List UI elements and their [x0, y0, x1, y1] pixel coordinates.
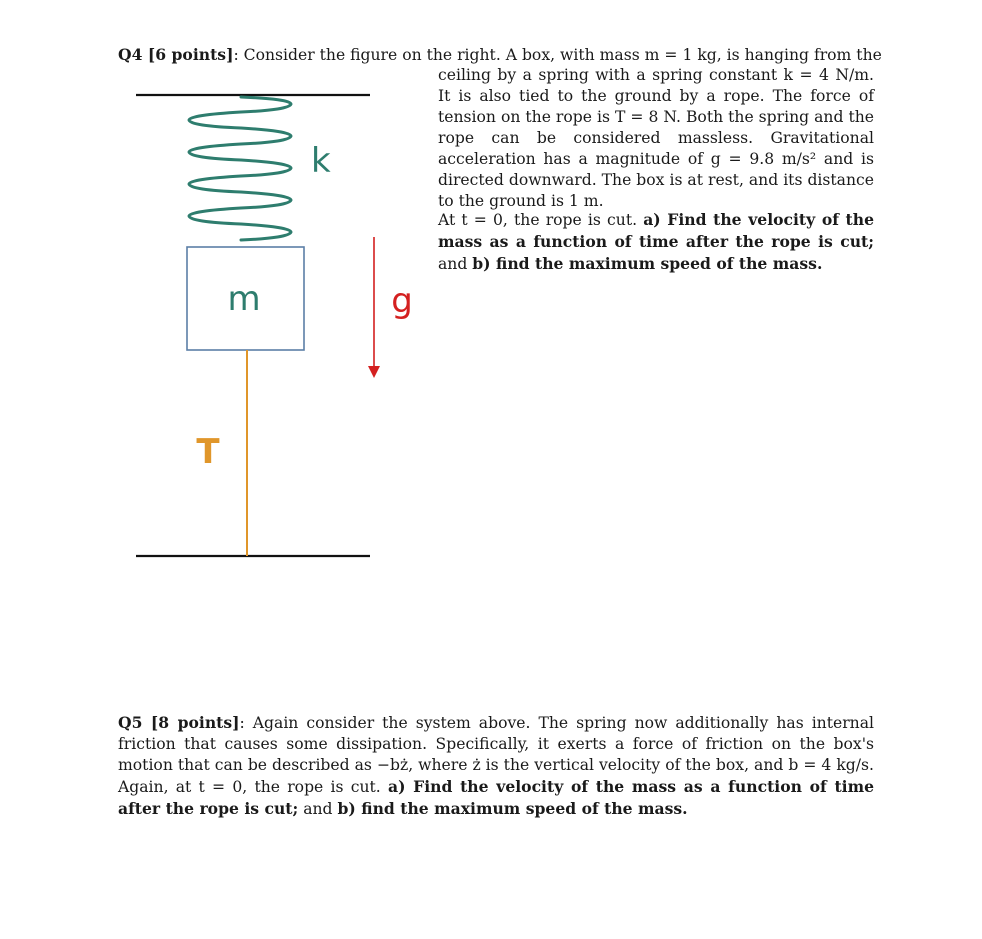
q5-text: : Again consider the system above. The spring now additionally has internal friction that causes some dissipation. Specifically, it exerts a force of friction on the box's motion that can be described as −bż, where ż is the vertical velocity of the box, and b = 4 kg/s. Again, at t = 0, the rope is cut.: [118, 714, 874, 796]
tension-label: T: [196, 432, 220, 472]
q4-part-a-label: a): [643, 210, 661, 229]
q4-part-b-text: find the maximum speed of the mass.: [490, 254, 823, 273]
q4-part-and: and: [438, 255, 473, 273]
q5-part-a-label: a): [387, 777, 406, 796]
q5-part-b-label: b): [337, 799, 356, 818]
q4-part-a-text: Find the velocity of the mass as a function of time after the rope is cut;: [438, 210, 874, 251]
q4-heading: Q4 [6 points]: [118, 45, 234, 64]
q5-part-and: and: [298, 800, 338, 818]
q4-part-intro: At t = 0, the rope is cut.: [438, 211, 644, 229]
q5-part-a-text: Find the velocity of the mass as a function of time after the rope is cut;: [118, 777, 874, 818]
spring-constant-label: k: [311, 141, 331, 181]
q4-mass-value: m = 1 kg: [644, 46, 717, 64]
q4-first-line-end: , is hanging from the: [716, 46, 882, 64]
q5-paragraph: [118, 712, 874, 820]
q5-part-b-text: find the maximum speed of the mass.: [355, 799, 688, 818]
spring: [189, 97, 291, 240]
q4-paragraph: ceiling by a spring with a spring constant k = 4 N/m. It is also tied to the ground by a rope. The force of tension on the rope is T = 8 N. Both the spring and the rope can be considered massless. Gravitational acceleration has a magnitude of g = 9.8 m/s² and is directed downward. The box is at rest, and its distance to the ground is 1 m.: [438, 66, 874, 210]
q4-part-b-label: b): [472, 254, 491, 273]
q4-first-line-text: : Consider the figure on the right. A box, with mass: [233, 46, 645, 64]
gravity-arrow-head: [368, 366, 380, 378]
q5-heading: Q5 [8 points]: [118, 713, 240, 732]
gravity-label: g: [391, 281, 413, 321]
mass-label: m: [227, 279, 261, 319]
